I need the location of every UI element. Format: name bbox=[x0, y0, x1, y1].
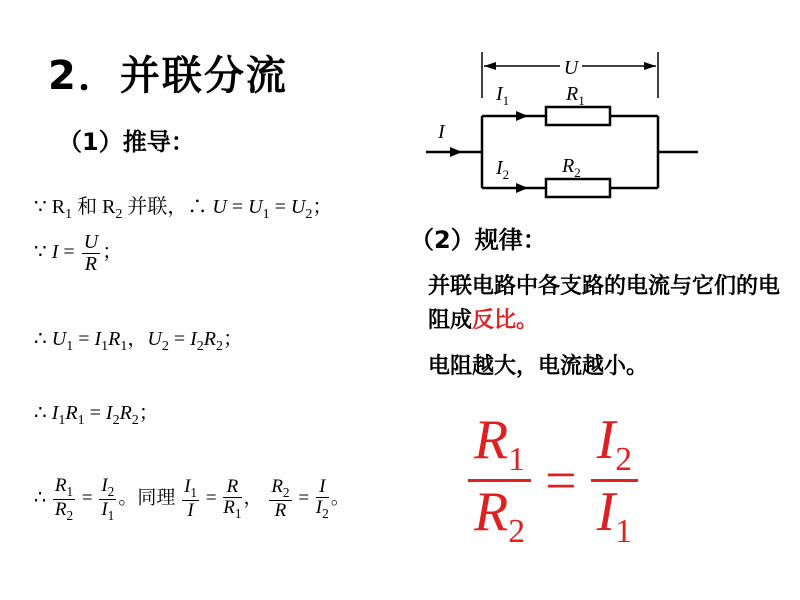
derivation-step-1: ∵ $R_1$ 和 $R_2$ 并联，∴ $U = U_1 = U_2$； bbox=[34, 196, 333, 222]
u-arrow-right-head bbox=[644, 62, 656, 70]
i-arrow-head bbox=[450, 147, 462, 157]
i1-arrow-head bbox=[516, 111, 528, 121]
i2-arrow-head bbox=[516, 183, 528, 193]
derivation-step-3: ∴ $U_1 = I_1R_1$，$U_2 = I_2R_2$； bbox=[34, 328, 243, 354]
resistor-r1 bbox=[546, 107, 610, 125]
derivation-step-4: ∴ $I_1R_1 = I_2R_2$； bbox=[34, 402, 159, 428]
formula-right-fraction: $\frac{I_2}{I_1}$ bbox=[591, 410, 638, 551]
law-text-2: 电阻越大，电流越小。 bbox=[428, 354, 649, 379]
law-text-1: 并联电路中各支路的电流与它们的电阻成反比。 bbox=[428, 274, 781, 333]
parallel-circuit-diagram bbox=[420, 44, 710, 204]
label-I2: $I_2$ bbox=[496, 157, 510, 182]
derivation-step-5: ∴ $\frac{R_1}{R_2}$ = $\frac{I_2}{I_1}$ 。同理 $\frac{I_1}{I}$ = $\frac{R}{R_1}$ ， $\frac{R_2}{R}$ = $\frac{I}{I_2}$ 。 bbox=[34, 475, 350, 523]
resistor-r2 bbox=[546, 179, 610, 197]
derivation-step-2: ∵ I = $\frac{U}{R}$ ； bbox=[34, 231, 123, 275]
label-U: U bbox=[563, 57, 579, 79]
label-R1: $R_1$ bbox=[566, 83, 585, 108]
label-I1: $I_1$ bbox=[496, 83, 510, 108]
law-highlight: 反比。 bbox=[472, 308, 539, 333]
formula-left-fraction: $\frac{R_1}{R_2}$ bbox=[468, 410, 531, 551]
ratio-formula bbox=[468, 410, 638, 551]
formula-equals: = bbox=[545, 449, 577, 512]
page-title: 2．并联分流 bbox=[48, 53, 288, 99]
u-arrow-left-head bbox=[484, 62, 496, 70]
derivation-heading: （1）推导： bbox=[58, 128, 195, 156]
label-I: I bbox=[438, 121, 445, 143]
law-heading: （2）规律： bbox=[410, 226, 547, 254]
label-R2: $R_2$ bbox=[562, 155, 581, 180]
